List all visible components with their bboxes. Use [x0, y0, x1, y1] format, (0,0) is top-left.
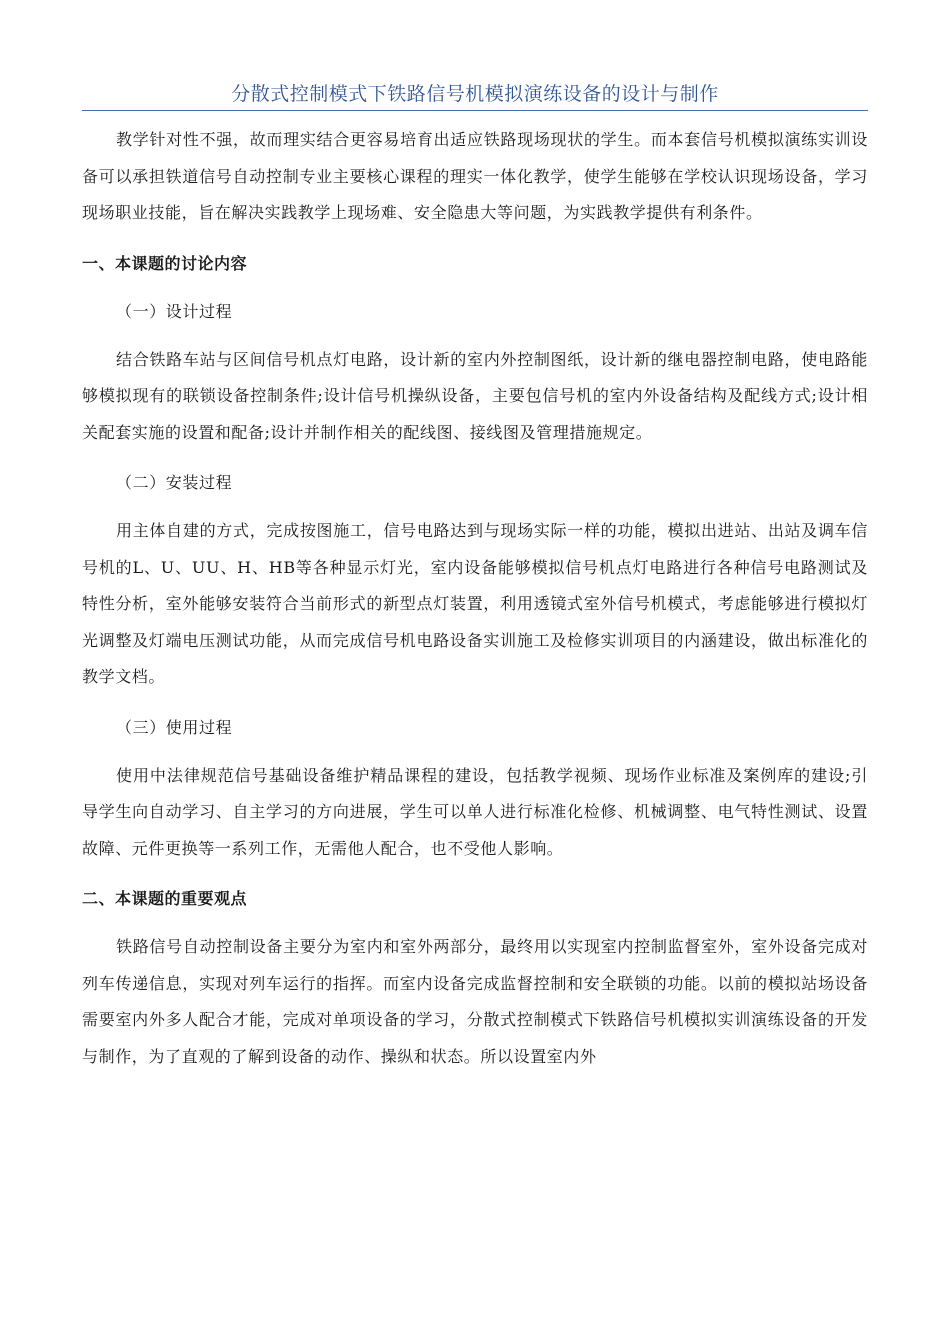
subsection-install-heading: （二）安装过程: [116, 473, 233, 492]
subsection-usage-paragraph: 使用中法律规范信号基础设备维护精品课程的建设，包括教学视频、现场作业标准及案例库的建设;引导学生向自动学习、自主学习的方向进展，学生可以单人进行标准化检修、机械调整、电气特性测试、设置故障、元件更换等一系列工作，无需他人配合，也不受他人影响。: [82, 765, 868, 858]
subsection-design-paragraph: 结合铁路车站与区间信号机点灯电路，设计新的室内外控制图纸，设计新的继电器控制电路，使电路能够模拟现有的联锁设备控制条件;设计信号机操纵设备，主要包信号机的室内外设备结构及配线方式;设计相关配套实施的设置和配备;设计并制作相关的配线图、接线图及管理措施规定。: [82, 349, 868, 442]
subsection-design-heading: （一）设计过程: [116, 301, 233, 321]
subsection-install-paragraph: 用主体自建的方式，完成按图施工，信号电路达到与现场实际一样的功能，模拟出进站、出站及调车信号机的L、U、UU、H、HB等各种显示灯光，室内设备能够模拟信号机点灯电路进行各种信号电路测试及特性分析，室外能够安装符合当前形式的新型点灯装置，利用透镜式室外信号机模式，考虑能够进行模拟灯光调整及灯端电压测试功能，从而完成信号机电路设备实训施工及检修实训项目的内涵建设，做出标准化的教学文档。: [82, 521, 868, 686]
page-header: [82, 80, 868, 111]
section-2-paragraph: 铁路信号自动控制设备主要分为室内和室外两部分，最终用以实现室内控制监督室外，室外设备完成对列车传递信息，实现对列车运行的指挥。而室内设备完成监督控制和安全联锁的功能。以前的模拟站场设备需要室内外多人配合才能，完成对单项设备的学习，分散式控制模式下铁路信号机模拟实训演练设备的开发与制作，为了直观的了解到设备的动作、操纵和状态。所以设置室内外: [82, 937, 868, 1066]
section-2-heading: 二、本课题的重要观点: [82, 889, 248, 908]
document-body: [82, 122, 868, 1089]
intro-paragraph: 教学针对性不强，故而理实结合更容易培育出适应铁路现场现状的学生。而本套信号机模拟演练实训设备可以承担铁道信号自动控制专业主要核心课程的理实一体化教学，使学生能够在学校认识现场设备，学习现场职业技能，旨在解决实践教学上现场难、安全隐患大等问题，为实践教学提供有利条件。: [82, 130, 868, 222]
section-1-heading: 一、本课题的讨论内容: [82, 253, 248, 273]
document-title: 分散式控制模式下铁路信号机模拟演练设备的设计与制作: [231, 83, 719, 105]
subsection-usage-heading: （三）使用过程: [116, 717, 233, 737]
